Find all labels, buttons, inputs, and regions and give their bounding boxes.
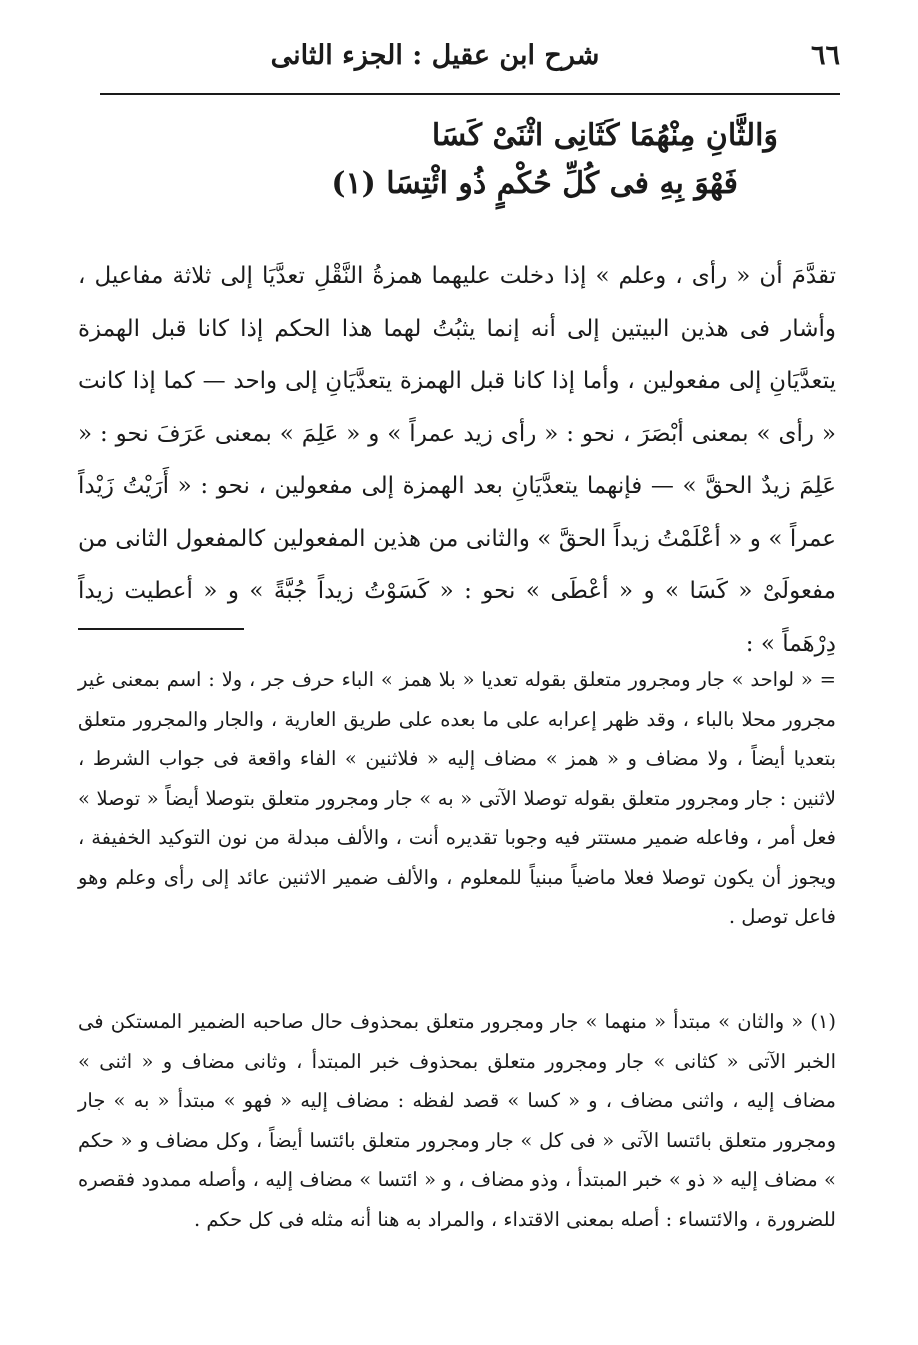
footnotes	[78, 660, 836, 1239]
running-title: شرح ابن عقيل : الجزء الثانى	[270, 40, 600, 71]
page-number: ٦٦	[810, 40, 840, 71]
commentary-paragraph: تقدَّمَ أن « رأى ، وعلم » إذا دخلت عليهما همزةُ النَّقْلِ تعدَّيَا إلى ثلاثة مفاعيل ، وأشار فى هذين البيتين إلى أنه إنما يثبُتُ لهما هذا الحكم إذا كانا قبل الهمزة يتعدَّيَانِ إلى مفعولين ، وأما إذا كانا قبل الهمزة يتعدَّيَانِ إلى واحد — كما إذا كانت « رأى » بمعنى أبْصَرَ ، نحو : « رأى زيد عمراً » و « عَلِمَ » بمعنى عَرَفَ نحو : « عَلِمَ زيدٌ الحقَّ » — فإنهما يتعدَّيَانِ بعد الهمزة إلى مفعولين ، نحو : « أَرَيْتُ زَيْداً عمراً » و « أعْلَمْتُ زيداً الحقَّ » والثانى من هذين المفعولين كالمفعول الثانى من مفعولَىْ « كَسَا » و « أعْطَى » نحو : « كَسَوْتُ زيداً جُبَّةً » و « أعطيت زيداً دِرْهَماً » :	[78, 263, 836, 657]
verse-line-2: فَهْوَ بِهِ فى كُلِّ حُكْمٍ ذُو ائْتِسَا (١)	[331, 166, 738, 201]
page-header	[100, 36, 840, 92]
verse-line-1: وَالثَّانِ مِنْهُمَا كَثَانِى اثْنَىْ كَسَا	[431, 118, 778, 153]
footnote-continued: = « لواحد » جار ومجرور متعلق بقوله تعديا « بلا همز » الباء حرف جر ، ولا : اسم بمعنى غير مجرور محلا بالباء ، وقد ظهر إعرابه على ما بعده على طريق العارية ، والجار والمجرور متعلق بتعديا أيضاً ، ولا مضاف و « همز » مضاف إليه « فلاثنين » الفاء واقعة فى جواب الشرط ، لاثنين : جار ومجرور متعلق بقوله توصلا الآتى « به » جار ومجرور متعلق بتوصلا أيضاً « توصلا » فعل أمر ، وفاعله ضمير مستتر فيه وجوبا تقديره أنت ، والألف مبدلة من نون التوكيد الخفيفة ، ويجوز أن يكون توصلا فعلا ماضياً مبنياً للمعلوم ، والألف ضمير الاثنين عائد إلى رأى وعلم وهو فاعل توصل .	[78, 668, 836, 928]
footnote-separator	[78, 628, 244, 630]
header-rule	[100, 93, 840, 95]
commentary	[78, 250, 836, 670]
footnote-1: (١) « والثان » مبتدأ « منهما » جار ومجرور متعلق بمحذوف حال صاحبه الضمير المستكن فى الخبر الآتى « كثانى » جار ومجرور متعلق بمحذوف خبر المبتدأ ، وثانى مضاف و « اثنى » مضاف إليه ، واثنى مضاف ، و « كسا » قصد لفظه : مضاف إليه « فهو » مبتدأ « به » جار ومجرور متعلق بائتسا الآتى « فى كل » جار ومجرور متعلق بائتسا أيضاً ، وكل مضاف و « حكم » مضاف إليه « ذو » خبر المبتدأ ، وذو مضاف ، و « ائتسا » مضاف إليه ، وأصله ممدود فقصره للضرورة ، والائتساء : أصله بمعنى الاقتداء ، والمراد به هنا أنه مثله فى كل حكم .	[78, 1010, 836, 1231]
